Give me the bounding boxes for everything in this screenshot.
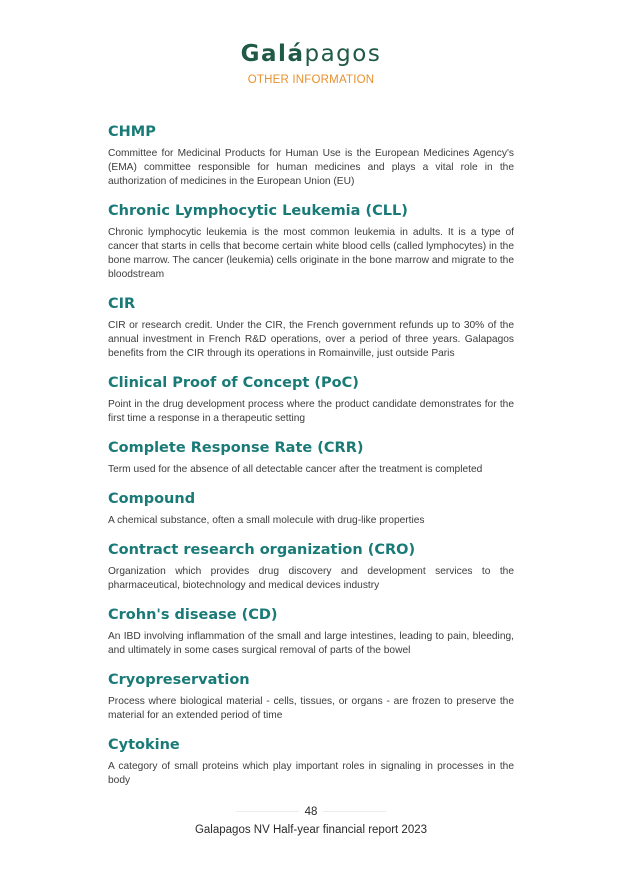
term-title: Complete Response Rate (CRR) xyxy=(108,440,364,456)
term-title: Crohn's disease (CD) xyxy=(108,607,278,623)
term-definition: Process where biological material - cells, tissues, or organs - are frozen to preserve the material for an extended period of time xyxy=(108,696,514,721)
section-label: OTHER INFORMATION xyxy=(247,74,375,86)
term-title: Cryopreservation xyxy=(108,672,250,688)
glossary-term xyxy=(108,200,514,282)
term-title: Contract research organization (CRO) xyxy=(108,542,416,558)
glossary-term xyxy=(108,604,514,658)
page-header xyxy=(0,40,622,88)
term-title: CIR xyxy=(108,296,136,312)
term-title: Cytokine xyxy=(108,737,180,753)
term-definition: Term used for the absence of all detectable cancer after the treatment is completed xyxy=(108,464,483,475)
term-title: Compound xyxy=(108,491,196,507)
glossary-term xyxy=(108,539,514,593)
glossary-term xyxy=(108,293,514,361)
term-definition: Committee for Medicinal Products for Human Use is the European Medicines Agency's (EMA) committee responsible for human medicines and plays a vital role in the authorization of medicines in the European Union (EU) xyxy=(108,148,514,187)
report-title: Galapagos NV Half-year financial report 2023 xyxy=(194,824,428,836)
term-definition: A chemical substance, often a small molecule with drug-like properties xyxy=(108,515,425,526)
term-definition: Chronic lymphocytic leukemia is the most common leukemia in adults. It is a type of cancer that starts in cells that become certain white blood cells (called lymphocytes) in the bone marrow. The cancer (leukemia) cells originate in the bone marrow and migrate to the bloodstream xyxy=(108,227,514,280)
term-definition: An IBD involving inflammation of the small and large intestines, leading to pain, bleeding, and ultimately in some cases surgical removal of parts of the bowel xyxy=(108,631,514,656)
logo-bold-part: Galá xyxy=(240,41,305,67)
logo-light-part: pagos xyxy=(304,41,382,67)
term-definition: A category of small proteins which play important roles in signaling in processes in the body xyxy=(108,761,514,786)
term-title: Clinical Proof of Concept (PoC) xyxy=(108,375,359,391)
glossary-term xyxy=(108,488,514,528)
glossary-term xyxy=(108,669,514,723)
glossary-list xyxy=(108,121,514,799)
term-definition: Organization which provides drug discovery and development services to the pharmaceutical, biotechnology and medical devices industry xyxy=(108,566,514,591)
term-title: Chronic Lymphocytic Leukemia (CLL) xyxy=(108,203,408,219)
galapagos-logo xyxy=(241,40,382,68)
glossary-term xyxy=(108,734,514,788)
term-title: CHMP xyxy=(108,124,156,140)
term-definition: Point in the drug development process where the product candidate demonstrates for the first time a response in a therapeutic setting xyxy=(108,399,514,424)
page-number: 48 xyxy=(299,803,324,821)
page-footer xyxy=(0,802,622,839)
glossary-term xyxy=(108,121,514,189)
glossary-term xyxy=(108,437,514,477)
glossary-term xyxy=(108,372,514,426)
term-definition: CIR or research credit. Under the CIR, the French government refunds up to 30% of the annual investment in French R&D operations, over a period of three years. Galapagos benefits from the CIR through its operations in Romainville, just outside Paris xyxy=(108,320,514,359)
